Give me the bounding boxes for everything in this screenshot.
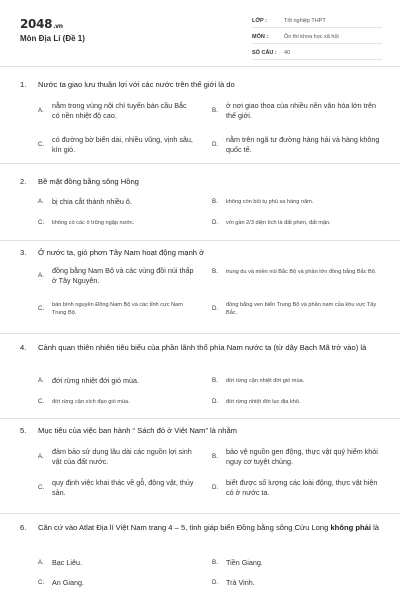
- question-stem: [20, 177, 386, 188]
- option-text: bảo vệ nguồn gen động, thực vật quý hiếm khỏi nguy cơ tuyệt chủng.: [226, 447, 378, 466]
- meta-label: LỚP :: [252, 17, 267, 24]
- option-b[interactable]: [212, 447, 382, 466]
- option-text: đới rừng cận nhiệt đới gió mùa.: [226, 378, 305, 384]
- option-text: trung du và miền núi Bắc Bộ và phần lớn đồng bằng Bắc Bộ.: [226, 269, 377, 275]
- question-number: 4.: [20, 343, 27, 352]
- option-text: bán bình nguyên Đông Nam Bộ và các tỉnh cực Nam Trung Bộ.: [52, 302, 183, 316]
- option-letter: B.: [212, 377, 218, 384]
- question-text: [38, 523, 379, 532]
- option-letter: D.: [212, 579, 219, 586]
- option-text: đồng bằng Nam Bộ và các vùng đồi núi thấp ở Tây Nguyên.: [52, 266, 194, 285]
- question-text: Ở nước ta, gió phơn Tây Nam hoạt động mạnh ở: [38, 248, 205, 257]
- option-text: với gần 2/3 diện tích là đất phèn, đất mặn.: [226, 220, 331, 226]
- meta-row-subject: [252, 30, 382, 44]
- option-letter: C.: [38, 398, 45, 405]
- logo-domain: .vn: [53, 23, 63, 30]
- exam-meta: [252, 14, 382, 62]
- meta-row-count: [252, 46, 382, 60]
- question-stem: [20, 426, 386, 437]
- meta-label: MÔN :: [252, 33, 269, 40]
- option-letter: C.: [38, 219, 45, 226]
- question-text: Nước ta giao lưu thuận lợi với các nước trên thế giới là do: [38, 80, 235, 89]
- option-c[interactable]: [38, 578, 196, 588]
- meta-value: Ôn thi khoa học xã hội: [284, 33, 339, 40]
- option-a[interactable]: [38, 447, 196, 466]
- option-letter: C.: [38, 140, 45, 148]
- meta-row-class: [252, 14, 382, 28]
- meta-label: SỐ CÂU :: [252, 49, 277, 56]
- option-text: An Giang.: [52, 578, 84, 587]
- option-text: không có các ô trũng ngập nước.: [52, 220, 135, 226]
- option-a[interactable]: [38, 101, 196, 120]
- option-b[interactable]: [212, 377, 382, 385]
- option-text: đới rừng nhiệt đới gió mùa.: [52, 376, 139, 385]
- option-text: có đường bờ biển dài, nhiều vũng, vịnh sâu, kín gió.: [52, 135, 193, 154]
- option-text: đồng bằng ven biển Trung Bộ và phần nam của khu vực Tây Bắc.: [226, 302, 377, 316]
- option-c[interactable]: [38, 398, 196, 406]
- divider: [0, 418, 400, 419]
- option-d[interactable]: [212, 219, 382, 227]
- option-a[interactable]: [38, 266, 196, 285]
- option-c[interactable]: [38, 135, 196, 154]
- option-c[interactable]: [38, 219, 196, 227]
- option-b[interactable]: [212, 198, 382, 206]
- exam-header: [0, 0, 400, 64]
- option-text: Bạc Liêu.: [52, 558, 82, 567]
- option-a[interactable]: [38, 558, 196, 568]
- option-letter: B.: [212, 198, 218, 205]
- option-b[interactable]: [212, 558, 382, 568]
- question-number: 6.: [20, 523, 27, 532]
- option-d[interactable]: [212, 398, 382, 406]
- option-text: đới rừng nhiệt đới lục địa khô.: [226, 399, 301, 405]
- option-letter: A.: [38, 271, 44, 279]
- option-text: quy định việc khai thác về gỗ, động vật, thủy sản.: [52, 478, 194, 497]
- option-letter: A.: [38, 559, 44, 566]
- option-d[interactable]: [212, 478, 382, 497]
- option-text: biết được số lượng các loài động, thực vật hiện có ở nước ta.: [226, 478, 378, 497]
- option-letter: D.: [212, 219, 219, 226]
- logo-main: 2048: [20, 17, 53, 31]
- question-text: Cảnh quan thiên nhiên tiêu biểu của phần lãnh thổ phía Nam nước ta (từ dãy Bạch Mã trở vào) là: [38, 343, 367, 352]
- meta-value: 40: [284, 49, 291, 56]
- option-a[interactable]: [38, 197, 196, 207]
- option-letter: B.: [212, 559, 218, 566]
- divider: [0, 66, 400, 67]
- question-text-part: Căn cứ vào Atlat Địa lí Việt Nam trang 4 – 5, tỉnh giáp biển Đồng bằng sông Cửu Long: [38, 523, 331, 532]
- divider: [0, 240, 400, 241]
- option-d[interactable]: [212, 578, 382, 588]
- option-letter: C.: [38, 305, 45, 312]
- option-letter: D.: [212, 398, 219, 405]
- option-c[interactable]: [38, 478, 196, 497]
- question-stem: [20, 343, 386, 354]
- option-letter: A.: [38, 377, 44, 384]
- option-text: đảm bảo sử dụng lâu dài các nguồn lợi sinh vật của đất nước.: [52, 447, 192, 466]
- question-text: Bề mặt đồng bằng sông Hồng: [38, 177, 139, 186]
- divider: [0, 163, 400, 164]
- question-number: 3.: [20, 248, 27, 257]
- option-letter: D.: [212, 305, 219, 312]
- question-number: 5.: [20, 426, 27, 435]
- question-stem: [20, 80, 386, 91]
- option-letter: A.: [38, 198, 44, 205]
- option-text: nằm trên ngã tư đường hàng hải và hàng không quốc tế.: [226, 135, 380, 154]
- divider: [0, 333, 400, 334]
- option-text: nằm trong vùng nội chí tuyến bán cầu Bắc có nền nhiệt độ cao.: [52, 101, 187, 120]
- option-letter: B.: [212, 268, 218, 275]
- question-text: Mục tiêu của việc ban hành “ Sách đỏ ở Việt Nam” là nhằm: [38, 426, 238, 435]
- option-text: bị chia cắt thành nhiều ô.: [52, 197, 132, 206]
- option-text: không còn bồi tụ phù sa hàng năm.: [226, 199, 314, 205]
- question-stem: [20, 248, 386, 259]
- option-letter: D.: [212, 483, 219, 491]
- option-letter: D.: [212, 140, 219, 148]
- option-d[interactable]: [212, 135, 382, 154]
- option-b[interactable]: [212, 101, 382, 120]
- option-letter: A.: [38, 106, 44, 114]
- option-letter: B.: [212, 452, 218, 460]
- option-letter: B.: [212, 106, 218, 114]
- site-logo[interactable]: [20, 17, 63, 31]
- option-letter: C.: [38, 483, 45, 491]
- option-b[interactable]: [212, 268, 382, 276]
- option-letter: C.: [38, 579, 45, 586]
- meta-value: Tốt nghiệp THPT: [284, 17, 326, 24]
- exam-subject-title: Môn Địa Lí (Đề 1): [20, 34, 85, 43]
- option-c[interactable]: [38, 301, 196, 317]
- question-number: 1.: [20, 80, 27, 89]
- question-emphasis: không phải: [330, 523, 371, 532]
- divider: [0, 513, 400, 514]
- option-d[interactable]: [212, 301, 382, 317]
- option-letter: A.: [38, 452, 44, 460]
- option-a[interactable]: [38, 376, 196, 386]
- question-number: 2.: [20, 177, 27, 186]
- option-text: Tiền Giang.: [226, 558, 263, 567]
- option-text: ở nơi giao thoa của nhiều nền văn hóa lớn trên thế giới.: [226, 101, 377, 120]
- option-text: Trà Vinh.: [226, 578, 255, 587]
- question-stem: [20, 523, 386, 534]
- option-text: đới rừng cận xích đạo gió mùa.: [52, 399, 130, 405]
- question-text-part: là: [370, 523, 379, 532]
